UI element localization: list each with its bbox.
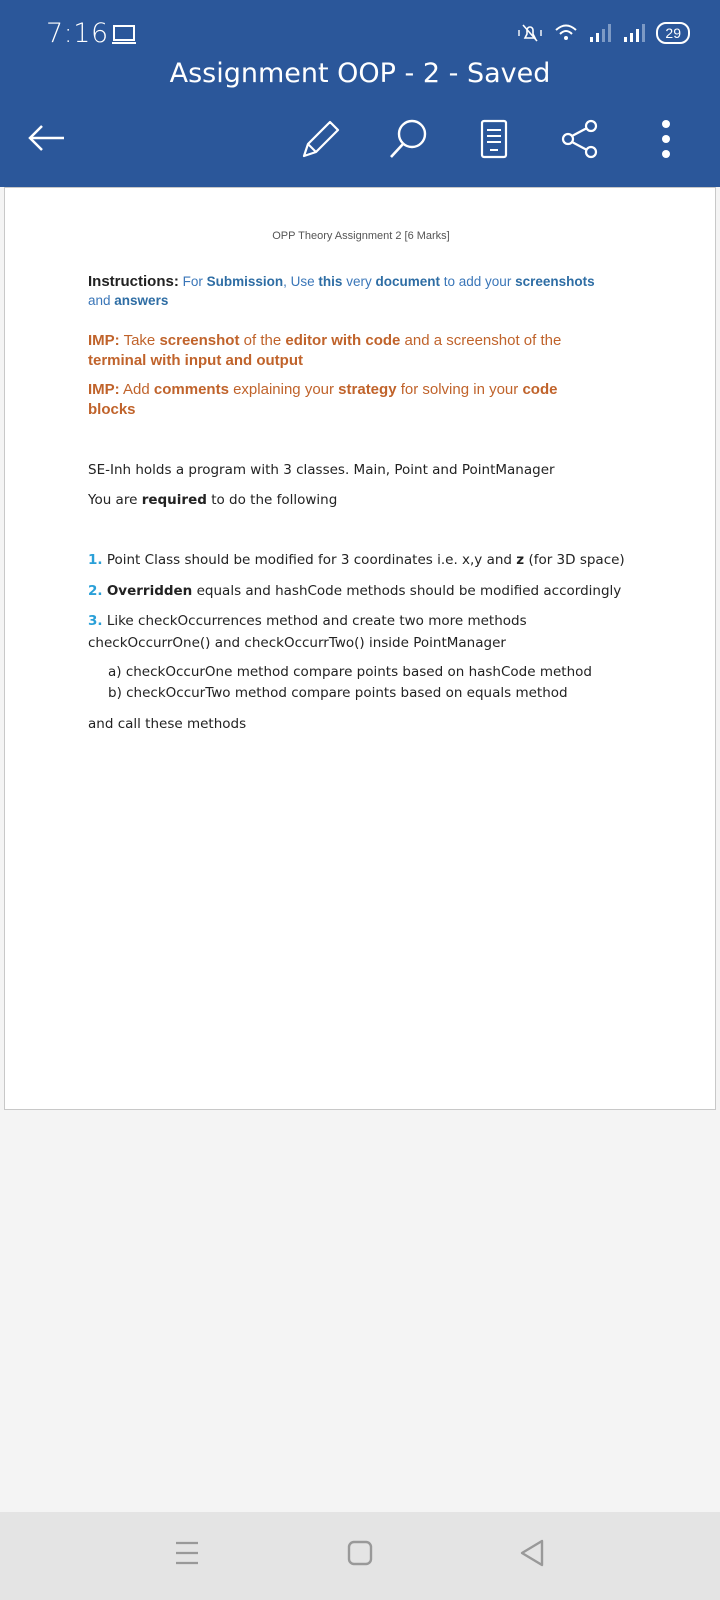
closing-text: and call these methods — [88, 716, 247, 732]
back-nav-icon[interactable] — [518, 1538, 546, 1568]
mute-bell-icon — [516, 22, 544, 44]
intro-text: SE-Inh holds a program with 3 classes. Main, Point and PointManager — [88, 462, 555, 478]
search-icon[interactable] — [388, 118, 428, 160]
app-header — [0, 0, 720, 187]
system-nav-bar — [0, 1512, 720, 1600]
imp-comments-paragraph: IMP: Add comments explaining your strategy for solving in your code blocks — [88, 381, 558, 418]
battery-indicator: 29 — [656, 22, 690, 44]
document-header: OPP Theory Assignment 2 [6 Marks] — [272, 230, 450, 242]
signal-icon — [588, 23, 612, 43]
instructions-label: Instructions: — [88, 273, 179, 290]
wifi-icon — [554, 23, 578, 43]
more-options-icon[interactable] — [656, 118, 676, 160]
list-item-2: 2. Overridden equals and hashCode methods should be modified accordingly — [88, 583, 622, 599]
laptop-icon — [112, 24, 136, 46]
instructions-paragraph: Instructions: For Submission, Use this very document to add your screenshots and answers — [88, 273, 595, 308]
document-page[interactable] — [4, 187, 716, 1110]
list-item-3: 3. Like checkOccurrences method and create two more methods checkOccurrOne() and checkOccurrTwo() inside PointManager — [88, 613, 527, 651]
status-time: 7:16 — [46, 18, 109, 49]
required-text: You are required to do the following — [88, 492, 338, 508]
sub-item-a: a) checkOccurOne method compare points based on hashCode method — [108, 664, 592, 680]
signal-icon-2 — [622, 23, 646, 43]
sub-item-b: b) checkOccurTwo method compare points based on equals method — [108, 685, 568, 701]
share-icon[interactable] — [560, 118, 600, 160]
reading-view-icon[interactable] — [480, 118, 508, 160]
list-item-1: 1. Point Class should be modified for 3 coordinates i.e. x,y and z (for 3D space) — [88, 552, 625, 568]
home-icon[interactable] — [346, 1538, 374, 1568]
imp-screenshot-paragraph: IMP: Take screenshot of the editor with code and a screenshot of the terminal with input and output — [88, 332, 562, 369]
edit-pencil-icon[interactable] — [300, 118, 340, 160]
recents-icon[interactable] — [174, 1538, 200, 1568]
back-arrow-icon[interactable] — [26, 118, 66, 158]
toolbar — [0, 118, 720, 168]
document-title: Assignment OOP - 2 - Saved — [169, 58, 551, 89]
